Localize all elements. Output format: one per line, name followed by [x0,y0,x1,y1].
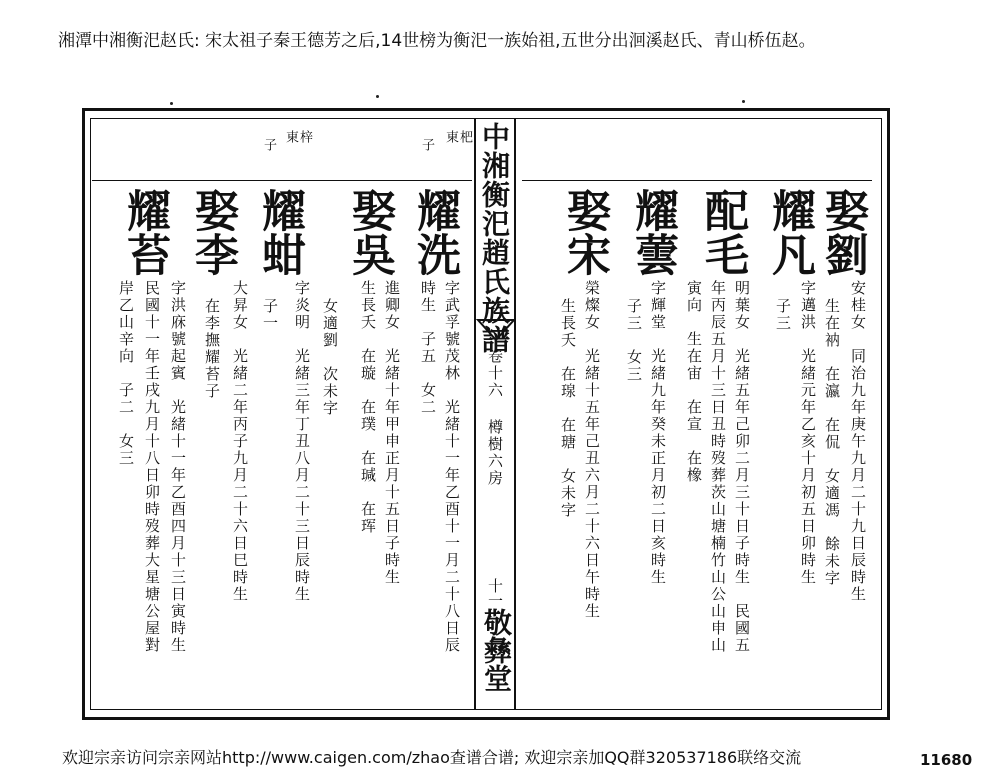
left-page-rule [92,180,472,181]
father-label-line1-a: 東 [443,130,458,143]
right-name-1: 娶劉 [817,188,868,276]
left-col-5: 女適劉 次未字 [321,298,339,417]
scan-speck [376,95,379,98]
left-name-3: 耀蚶 [254,188,305,276]
right-col-3: 字邁洪 光緒元年乙亥十月初五日卯時生 [799,280,817,586]
right-col-6: 年丙辰五月十三日丑時歿葬茨山塘楠竹山公山申山 [709,280,727,654]
spine-volume: 卷十六 樽樹六房 [486,348,504,487]
father-name-b: 梓 [297,130,312,143]
right-col-2: 生在衲 在瀛 在侃 女適馮 餘未字 [823,298,841,587]
left-name-5: 耀苔 [119,188,170,276]
genealogy-page-scan [82,108,894,724]
left-col-8: 大昇女 光緒二年丙子九月二十六日巳時生 [231,280,249,603]
right-name-5: 娶宋 [559,188,610,276]
right-col-5: 明葉女 光緒五年己卯二月三十日子時生 民國五 [733,280,751,654]
father-name-a: 杷 [457,130,472,143]
right-col-11: 生長夭 在瑔 在瑭 女未字 [559,298,577,519]
right-col-7: 寅向 生在宙 在宣 在橡 [685,280,703,484]
right-col-1: 安桂女 同治九年庚午九月二十九日辰時生 [849,280,867,603]
right-col-8: 字輝堂 光緒九年癸未正月初二日亥時生 [649,280,667,586]
left-col-1: 字武孚號茂林 光緒十一年乙酉十一月二十八日辰 [443,280,461,654]
spine-page-number: 十一 [486,578,504,608]
scan-speck [742,100,745,103]
right-col-9: 子三 女三 [625,298,643,383]
left-col-7: 子一 [261,298,279,332]
left-col-6: 字炎明 光緒三年丁丑八月二十三日辰時生 [293,280,311,603]
left-col-10: 字洪庥號起賓 光緒十一年乙酉四月十三日寅時生 [169,280,187,654]
footer-caption: 欢迎宗亲访问宗亲网站http://www.caigen.com/zhao查谱合谱; 欢迎宗亲加QQ群320537186联络交流 [62,748,802,767]
right-col-10: 榮燦女 光緒十五年己丑六月二十六日午時生 [583,280,601,620]
left-col-11: 民國十一年壬戌九月十八日卯時歿葬大星塘公屋對 [143,280,161,654]
left-name-2: 娶吳 [344,188,395,276]
left-name-1: 耀洗 [409,188,460,276]
fishtail-mark [476,318,516,348]
left-col-9: 在李撫耀苔子 [203,298,221,400]
spine-hall-name: 敬彝堂 [480,608,513,692]
left-col-4: 生長夭 在璇 在璞 在瑊 在珲 [359,280,377,535]
father-label-line2-b: 子 [261,138,276,151]
right-col-4: 子三 [774,298,792,332]
right-name-4: 耀蕓 [627,188,678,276]
right-page-rule [522,180,872,181]
right-name-3: 配毛 [697,188,748,276]
left-col-2: 時生 子五 女二 [419,280,437,416]
left-name-4: 娶李 [187,188,238,276]
spine-title: 中湘衡汜趙氏族譜 [478,122,511,354]
right-name-2: 耀凡 [764,188,815,276]
left-col-12: 岸乙山辛向 子二 女三 [117,280,135,467]
header-caption: 湘潭中湘衡汜赵氏: 宋太祖子秦王德芳之后,14世榜为衡汜一族始祖,五世分出洄溪赵氏、青山桥伍赵。 [58,31,816,51]
page-number: 11680 [920,751,973,769]
father-label-line1-b: 東 [283,130,298,143]
left-col-3: 進卿女 光緒十年甲申正月十五日子時生 [383,280,401,586]
scan-speck [170,102,173,105]
father-label-line2-a: 子 [419,138,434,151]
